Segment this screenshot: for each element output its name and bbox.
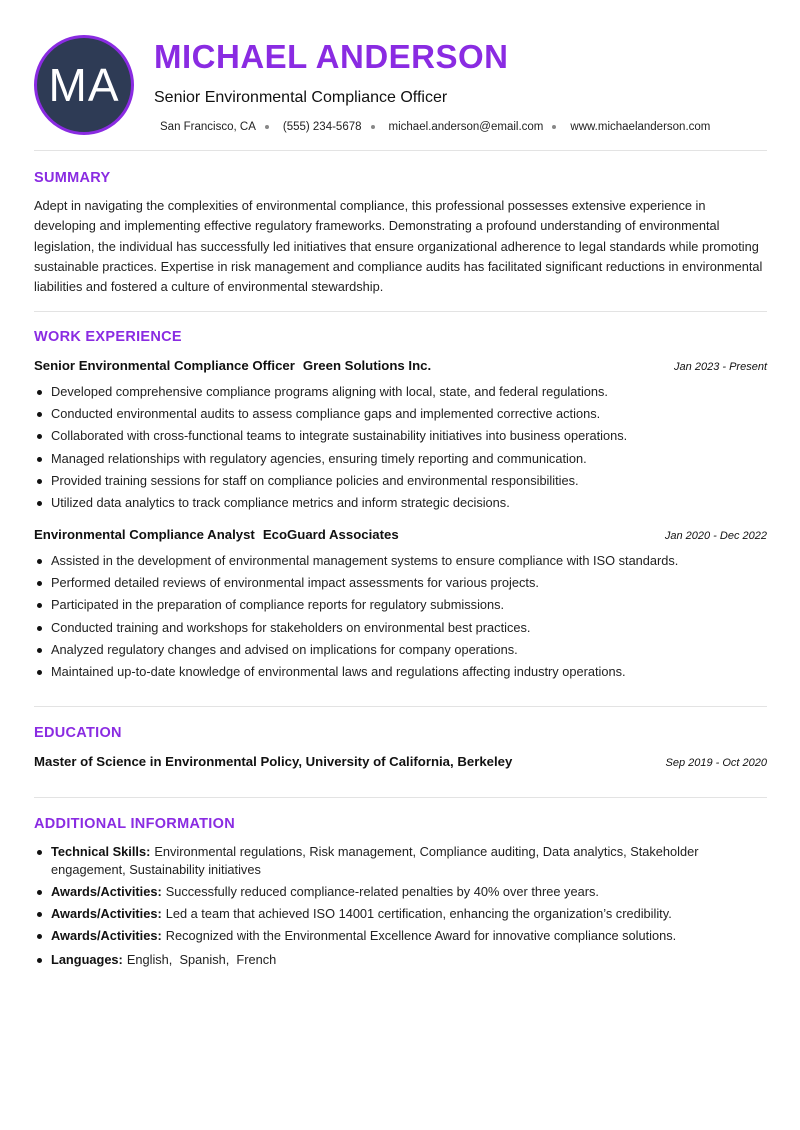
section-divider	[34, 797, 767, 798]
list-item: Analyzed regulatory changes and advised on implications for company operations.	[34, 642, 767, 664]
job-role: Environmental Compliance Analyst	[34, 527, 255, 542]
list-item	[34, 843, 734, 879]
candidate-title: Senior Environmental Compliance Officer	[154, 89, 448, 106]
job-bullet-list	[34, 384, 767, 517]
separator-dot-icon	[552, 125, 556, 129]
education-entry	[34, 754, 767, 769]
section-divider	[34, 150, 767, 151]
job-title-company	[34, 527, 399, 542]
info-label: Technical Skills:	[51, 844, 151, 859]
info-label: Awards/Activities:	[51, 906, 162, 921]
list-item: Conducted environmental audits to assess compliance gaps and implemented corrective actions.	[34, 406, 767, 428]
job-role: Senior Environmental Compliance Officer	[34, 358, 295, 373]
work-experience-heading: WORK EXPERIENCE	[34, 329, 182, 345]
info-text: Recognized with the Environmental Excellence Award for innovative compliance solutions.	[165, 928, 677, 943]
info-text: Led a team that achieved ISO 14001 certification, enhancing the organization’s credibility.	[165, 906, 672, 921]
list-item	[34, 927, 734, 945]
info-text: Successfully reduced compliance-related penalties by 40% over three years.	[165, 884, 599, 899]
job-header	[34, 358, 767, 373]
list-item	[34, 905, 734, 923]
job-company: Green Solutions Inc.	[302, 358, 432, 373]
section-divider	[34, 311, 767, 312]
info-label: Awards/Activities:	[51, 884, 162, 899]
education-heading: EDUCATION	[34, 725, 122, 741]
list-item: Conducted training and workshops for stakeholders on environmental best practices.	[34, 620, 767, 642]
separator-dot-icon	[371, 125, 375, 129]
list-item: Developed comprehensive compliance programs aligning with local, state, and federal regulations.	[34, 384, 767, 406]
list-item: Performed detailed reviews of environmental impact assessments for various projects.	[34, 575, 767, 597]
info-text: English, Spanish, French	[126, 952, 277, 967]
info-label: Awards/Activities:	[51, 928, 162, 943]
list-item: Collaborated with cross-functional teams to integrate sustainability initiatives into business operations.	[34, 428, 767, 450]
job-bullet-list	[34, 553, 767, 686]
list-item	[34, 883, 734, 901]
avatar-initials: MA	[48, 59, 120, 111]
info-text: Environmental regulations, Risk management, Compliance auditing, Data analytics, Stakeholder engagement, Sustainability initiatives	[51, 844, 699, 877]
contact-phone: (555) 234-5678	[282, 121, 362, 133]
list-item: Assisted in the development of environmental management systems to ensure compliance with ISO standards.	[34, 553, 767, 575]
education-dates: Sep 2019 - Oct 2020	[665, 757, 767, 769]
candidate-name: MICHAEL ANDERSON	[154, 38, 509, 75]
job-dates: Jan 2023 - Present	[674, 361, 767, 373]
job-title-company	[34, 358, 431, 373]
section-divider	[34, 706, 767, 707]
contact-bar	[160, 121, 710, 133]
job-header	[34, 527, 767, 542]
contact-location: San Francisco, CA	[160, 121, 256, 133]
info-label: Languages:	[51, 952, 123, 967]
avatar	[34, 35, 134, 135]
additional-info-list	[34, 843, 734, 973]
summary-heading: SUMMARY	[34, 170, 111, 186]
list-item: Managed relationships with regulatory agencies, ensuring timely reporting and communication.	[34, 451, 767, 473]
contact-email[interactable]: michael.anderson@email.com	[388, 121, 544, 133]
list-item: Maintained up-to-date knowledge of environmental laws and regulations affecting industry operations.	[34, 664, 767, 686]
separator-dot-icon	[265, 125, 269, 129]
summary-text: Adept in navigating the complexities of environmental compliance, this professional possesses extensive experience in developing and implementing effective regulatory frameworks. Demonstrating a profound understanding of environmental legislation, the individual has successfully led initiatives that ensure organizational adherence to legal standards while promoting sustainable practices. Expertise in risk management and compliance audits has facilitated significant reductions in environmental liabilities and fostered a culture of environmental stewardship.	[34, 198, 763, 295]
education-degree: Master of Science in Environmental Policy, University of California, Berkeley	[34, 754, 513, 769]
additional-info-heading: ADDITIONAL INFORMATION	[34, 816, 235, 832]
list-item: Utilized data analytics to track compliance metrics and inform strategic decisions.	[34, 495, 767, 517]
list-item	[34, 951, 734, 969]
list-item: Participated in the preparation of compliance reports for regulatory submissions.	[34, 597, 767, 619]
job-company: EcoGuard Associates	[262, 527, 399, 542]
contact-website[interactable]: www.michaelanderson.com	[570, 121, 711, 133]
list-item: Provided training sessions for staff on compliance policies and environmental responsibilities.	[34, 473, 767, 495]
job-dates: Jan 2020 - Dec 2022	[664, 530, 767, 542]
